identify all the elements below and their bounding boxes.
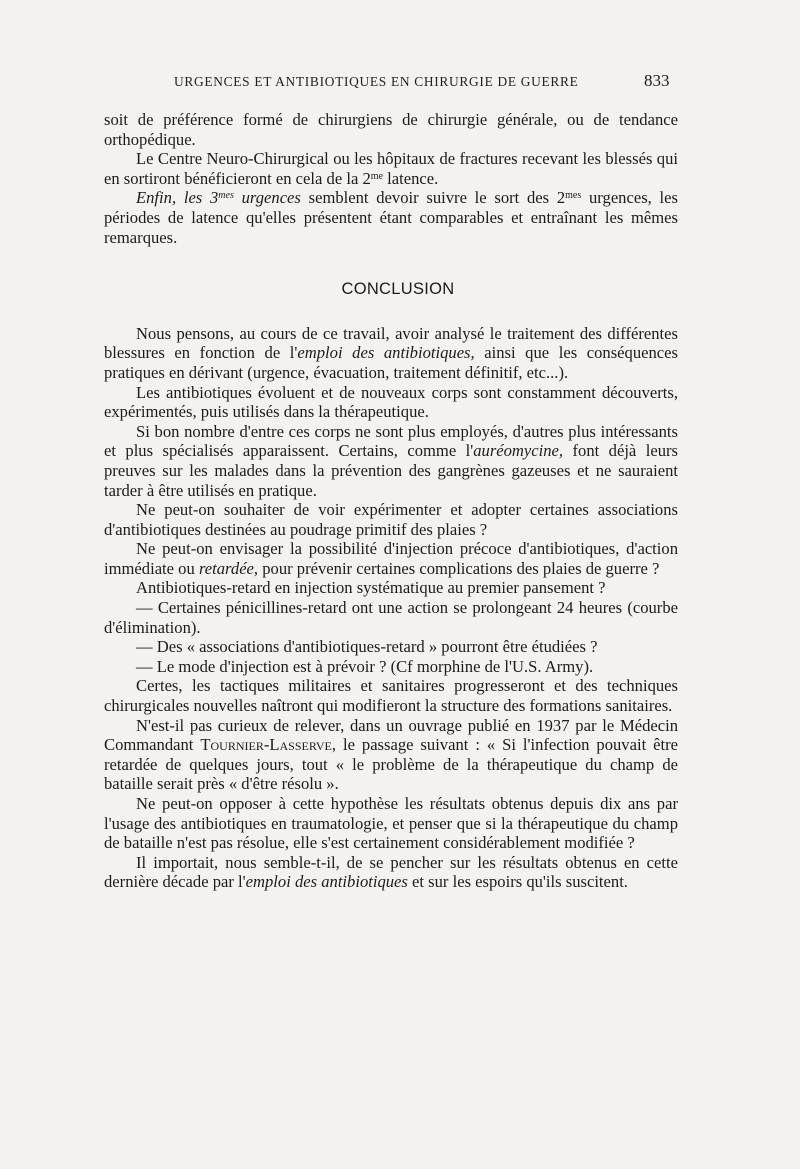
conclusion-paragraph-1: Nous pensons, au cours de ce travail, avoir analysé le traitement des différentes blessures en fonction de l'emploi des antibiotiques, ainsi que les conséquences pratiques en dérivant (urgence, évacuation, traitement définitif, etc...).: [104, 323, 678, 382]
paragraph-2: Le Centre Neuro-Chirurgical ou les hôpitaux de fractures recevant les blessés qui en sortiront bénéficieront en cela de la $2^{me}$ latence.: [104, 149, 678, 188]
conclusion-paragraph-13: Il importait, nous semble-t-il, de se pencher sur les résultats obtenus en cette dernière décade par l'emploi des antibiotiques et sur les espoirs qu'ils suscitent.: [104, 852, 678, 892]
conclusion-paragraph-6: Antibiotiques-retard en injection systématique au premier pansement ?: [136, 578, 606, 598]
running-header: URGENCES ET ANTIBIOTIQUES EN CHIRURGIE DE GUERRE: [174, 74, 579, 89]
conclusion-paragraph-8: — Des « associations d'antibiotiques-retard » pourront être étudiées ?: [136, 637, 598, 657]
conclusion-paragraph-7: — Certaines pénicillines-retard ont une action se prolongeant 24 heures (courbe d'élimination).: [104, 598, 678, 637]
conclusion-paragraph-3: Si bon nombre d'entre ces corps ne sont plus employés, d'autres plus intéressants et plus spécialisés apparaissent. Certains, comme l'auréomycine, font déjà leurs preuves sur les malades dans la prévention des gangrènes gazeuses et ne sauraient tarder à être utilisés en pratique.: [104, 421, 678, 500]
conclusion-paragraph-4: Ne peut-on souhaiter de voir expérimenter et adopter certaines associations d'antibiotiques destinées au poudrage primitif des plaies ?: [104, 500, 678, 539]
page-number: 833: [644, 71, 670, 90]
conclusion-paragraph-12: Ne peut-on opposer à cette hypothèse les résultats obtenus depuis dix ans par l'usage des antibiotiques en traumatologie, et penser que si la thérapeutique du champ de bataille n'est pas résolue, elle s'est certainement considérablement modifiée ?: [104, 794, 678, 853]
conclusion-paragraph-2: Les antibiotiques évoluent et de nouveaux corps sont constamment découverts, expérimentés, puis utilisés dans la thérapeutique.: [104, 382, 678, 422]
text-body: [104, 110, 678, 892]
conclusion-paragraph-9: — Le mode d'injection est à prévoir ? (Cf morphine de l'U.S. Army).: [136, 656, 594, 676]
conclusion-paragraph-5: Ne peut-on envisager la possibilité d'injection précoce d'antibiotiques, d'action immédiate ou retardée, pour prévenir certaines complications des plaies de guerre ?: [104, 539, 678, 578]
conclusion-paragraph-10: Certes, les tactiques militaires et sanitaires progresseront et des techniques chirurgicales nouvelles naîtront qui modifieront la structure des formations sanitaires.: [104, 676, 678, 716]
paragraph-1: soit de préférence formé de chirurgiens de chirurgie générale, ou de tendance orthopédique.: [104, 110, 678, 149]
paragraph-3: Enfin, les $3^{mes}$ urgences semblent devoir suivre le sort des $2^{mes}$ urgences, les périodes de latence qu'elles présentent étant comparables et entraînant les mêmes remarques.: [104, 188, 678, 247]
section-title-conclusion: CONCLUSION: [341, 280, 455, 299]
conclusion-paragraph-11: N'est-il pas curieux de relever, dans un ouvrage publié en 1937 par le Médecin Commandant Tournier-Lasserve, le passage suivant : « Si l'infection pouvait être retardée de quelques jours, tout « le problème de la thérapeutique du champ de bataille serait près « d'être résolu ».: [104, 715, 678, 794]
